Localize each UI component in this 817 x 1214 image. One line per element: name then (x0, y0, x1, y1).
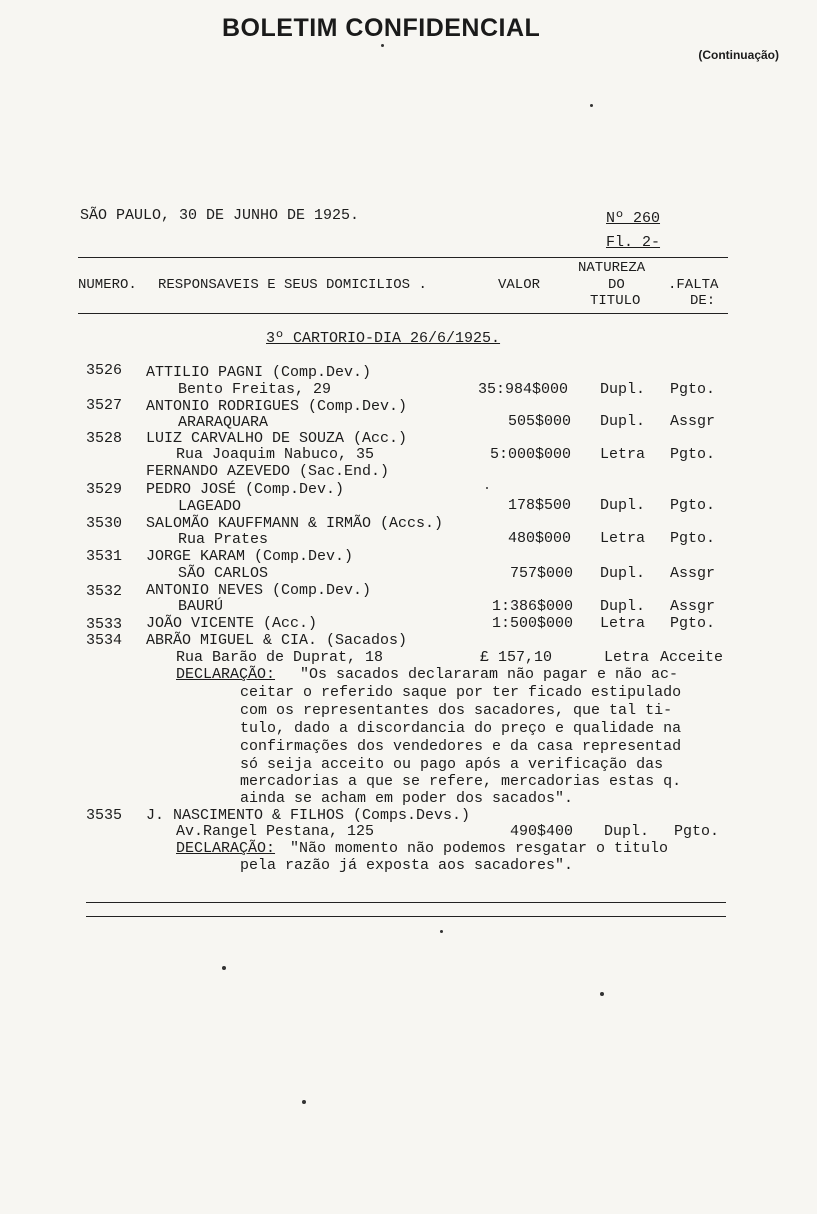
entry-type: Dupl. (600, 413, 646, 430)
entry-fault: Pgto. (670, 497, 716, 514)
entry-value: £ 157,10 (480, 649, 553, 666)
entry-fault: Assgr (670, 413, 716, 430)
col-numero: NUMERO. (78, 277, 137, 293)
entry-number: 3532 (86, 583, 123, 600)
section-heading: 3º CARTORIO-DIA 26/6/1925. (266, 330, 501, 347)
footer-rule-1 (86, 902, 726, 903)
entry-value: 757$000 (510, 565, 574, 582)
entry-value: 1:386$000 (492, 598, 574, 615)
entry-number: 3529 (86, 481, 123, 498)
declaration-line: ainda se acham em poder dos sacados". (240, 790, 574, 807)
entry-fault: Assgr (670, 565, 716, 582)
col-valor: VALOR (498, 277, 541, 293)
entry-fault: Pgto. (670, 615, 716, 632)
entry-number: 3534 (86, 632, 123, 649)
speck (440, 930, 443, 933)
entry-fault: Pgto. (670, 530, 716, 547)
col-responsaveis: RESPONSAVEIS E SEUS DOMICILIOS . (158, 277, 427, 293)
col-natureza-1: NATUREZA (578, 260, 646, 276)
entry-address: LAGEADO (178, 498, 242, 515)
entry-name: LUIZ CARVALHO DE SOUZA (Acc.) (146, 430, 408, 447)
entry-name: ANTONIO NEVES (Comp.Dev.) (146, 582, 372, 599)
entry-number: 3526 (86, 362, 123, 379)
entry-value: 35:984$000 (478, 381, 569, 398)
declaration-label: DECLARAÇÃO: (176, 840, 276, 857)
entry-value: 490$400 (510, 823, 574, 840)
entry-fault: Pgto. (670, 381, 716, 398)
footer-rule-2 (86, 916, 726, 917)
entry-fault: Pgto. (674, 823, 720, 840)
entry-fault: Acceite (660, 649, 724, 666)
entry-address: BAURÚ (178, 598, 224, 615)
entry-address: Rua Barão de Duprat, 18 (176, 649, 384, 666)
header-rule-top (78, 257, 728, 258)
bulletin-number: Nº 260 (606, 210, 661, 227)
speck (381, 44, 384, 47)
entry-type: Letra (604, 649, 650, 666)
entry-type: Letra (600, 446, 646, 463)
entry-type: Dupl. (600, 497, 646, 514)
entry-number: 3535 (86, 807, 123, 824)
entry-name: ABRÃO MIGUEL & CIA. (Sacados) (146, 632, 408, 649)
sheet-number: Fl. 2- (606, 234, 661, 251)
entry-name: JORGE KARAM (Comp.Dev.) (146, 548, 354, 565)
entry-address: ARARAQUARA (178, 414, 269, 431)
entry-address: Rua Joaquim Nabuco, 35 (176, 446, 375, 463)
speck (486, 487, 488, 489)
entry-type: Dupl. (600, 381, 646, 398)
entry-address: SÃO CARLOS (178, 565, 269, 582)
place-date: SÃO PAULO, 30 DE JUNHO DE 1925. (80, 207, 360, 224)
entry-type: Dupl. (600, 565, 646, 582)
entry-fault: Pgto. (670, 446, 716, 463)
col-natureza-3: TITULO (590, 293, 641, 309)
declaration-line: "Não momento não podemos resgatar o titulo (290, 840, 669, 857)
declaration-line: com os representantes dos sacadores, que tal ti- (240, 702, 673, 719)
entry-type: Letra (600, 615, 646, 632)
declaration-line: pela razão já exposta aos sacadores". (240, 857, 574, 874)
entry-name: J. NASCIMENTO & FILHOS (Comps.Devs.) (146, 807, 471, 824)
entry-address: Bento Freitas, 29 (178, 381, 332, 398)
declaration-line: confirmações dos vendedores e da casa representad (240, 738, 682, 755)
entry-name: ATTILIO PAGNI (Comp.Dev.) (146, 364, 372, 381)
col-falta-1: .FALTA (668, 277, 719, 293)
speck (302, 1100, 306, 1104)
declaration-line: "Os sacados declararam não pagar e não ac- (300, 666, 679, 683)
continuation-label: (Continuação) (698, 48, 779, 62)
entry-value: 505$000 (508, 413, 572, 430)
col-falta-2: DE: (690, 293, 716, 309)
entry-name: JOÃO VICENTE (Acc.) (146, 615, 318, 632)
declaration-line: só seija acceito ou pago após a verificação das (240, 756, 664, 773)
declaration-label: DECLARAÇÃO: (176, 666, 276, 683)
document-title: BOLETIM CONFIDENCIAL (222, 14, 541, 42)
entry-number: 3533 (86, 616, 123, 633)
entry-name: SALOMÃO KAUFFMANN & IRMÃO (Accs.) (146, 515, 444, 532)
entry-address: Rua Prates (178, 531, 269, 548)
entry-value: 178$500 (508, 497, 572, 514)
entry-number: 3530 (86, 515, 123, 532)
entry-number: 3528 (86, 430, 123, 447)
speck (600, 992, 604, 996)
declaration-line: ceitar o referido saque por ter ficado estipulado (240, 684, 682, 701)
entry-number: 3531 (86, 548, 123, 565)
header-rule-bottom (78, 313, 728, 314)
entry-number: 3527 (86, 397, 123, 414)
entry-type: Letra (600, 530, 646, 547)
entry-name: ANTONIO RODRIGUES (Comp.Dev.) (146, 398, 408, 415)
declaration-line: tulo, dado a discordancia do preço e qualidade na (240, 720, 682, 737)
entry-type: Dupl. (600, 598, 646, 615)
entry-name: PEDRO JOSÉ (Comp.Dev.) (146, 481, 345, 498)
col-natureza-2: DO (608, 277, 625, 293)
entry-address: Av.Rangel Pestana, 125 (176, 823, 375, 840)
entry-fault: Assgr (670, 598, 716, 615)
entry-value: 5:000$000 (490, 446, 572, 463)
entry-type: Dupl. (604, 823, 650, 840)
speck (222, 966, 226, 970)
entry-value: 480$000 (508, 530, 572, 547)
declaration-line: mercadorias a que se refere, mercadorias estas q. (240, 773, 682, 790)
speck (590, 104, 593, 107)
entry-endorser: FERNANDO AZEVEDO (Sac.End.) (146, 463, 390, 480)
entry-value: 1:500$000 (492, 615, 574, 632)
